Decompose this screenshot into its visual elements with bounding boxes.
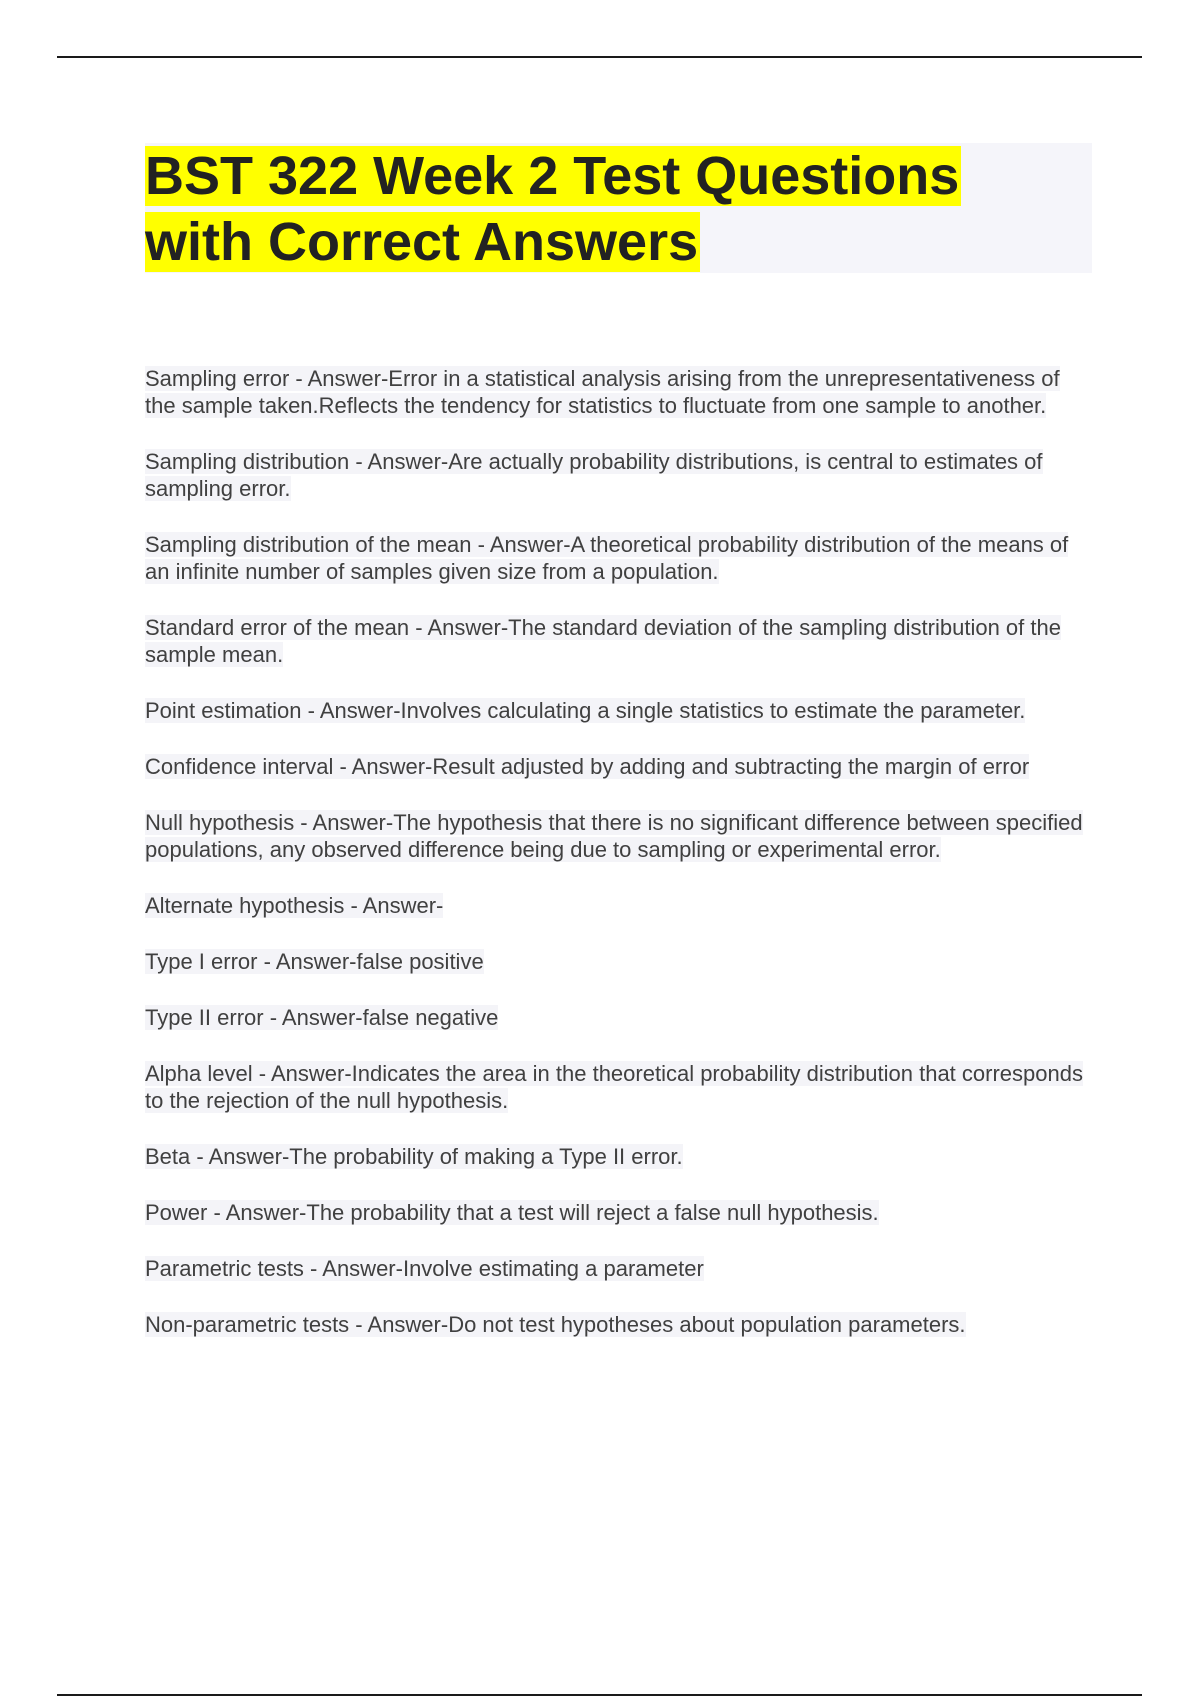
qa-item [145, 1311, 1092, 1338]
qa-item-text: Standard error of the mean - Answer-The standard deviation of the sampling distribution of the sample mean. [145, 615, 1061, 667]
qa-item [145, 448, 1092, 502]
qa-item-text: Null hypothesis - Answer-The hypothesis that there is no significant difference between specified populations, any observed difference being due to sampling or experimental error. [145, 810, 1083, 862]
qa-item [145, 1004, 1092, 1031]
qa-item [145, 614, 1092, 668]
qa-item-text: Sampling error - Answer-Error in a statistical analysis arising from the unrepresentativeness of the sample taken.Reflects the tendency for statistics to fluctuate from one sample to another. [145, 366, 1060, 418]
bottom-rule [57, 1694, 1142, 1696]
qa-item-text: Type II error - Answer-false negative [145, 1005, 499, 1030]
qa-item [145, 697, 1092, 724]
qa-item-text: Sampling distribution of the mean - Answer-A theoretical probability distribution of the means of an infinite number of samples given size from a population. [145, 532, 1069, 584]
qa-item [145, 753, 1092, 780]
title-block [145, 143, 1092, 273]
qa-item-text: Non-parametric tests - Answer-Do not test hypotheses about population parameters. [145, 1312, 966, 1337]
qa-item [145, 809, 1092, 863]
qa-list [145, 365, 1092, 1367]
qa-item-text: Beta - Answer-The probability of making a Type II error. [145, 1144, 683, 1169]
qa-item [145, 1199, 1092, 1226]
qa-item-text: Parametric tests - Answer-Involve estimating a parameter [145, 1256, 704, 1281]
qa-item-text: Sampling distribution - Answer-Are actually probability distributions, is central to estimates of sampling error. [145, 449, 1043, 501]
title-line-2: with Correct Answers [145, 212, 699, 272]
qa-item [145, 892, 1092, 919]
qa-item-text: Power - Answer-The probability that a test will reject a false null hypothesis. [145, 1200, 879, 1225]
qa-item [145, 531, 1092, 585]
qa-item [145, 365, 1092, 419]
qa-item-text: Alternate hypothesis - Answer- [145, 893, 444, 918]
qa-item-text: Point estimation - Answer-Involves calculating a single statistics to estimate the parameter. [145, 698, 1026, 723]
qa-item-text: Type I error - Answer-false positive [145, 949, 484, 974]
qa-item [145, 1255, 1092, 1282]
qa-item [145, 1143, 1092, 1170]
qa-item-text: Confidence interval - Answer-Result adjusted by adding and subtracting the margin of error [145, 754, 1030, 779]
qa-item [145, 1060, 1092, 1114]
qa-item [145, 948, 1092, 975]
qa-item-text: Alpha level - Answer-Indicates the area in the theoretical probability distribution that corresponds to the rejection of the null hypothesis. [145, 1061, 1083, 1113]
title-line-1: BST 322 Week 2 Test Questions [145, 146, 960, 206]
top-rule [57, 56, 1142, 58]
document-title [145, 143, 1092, 275]
